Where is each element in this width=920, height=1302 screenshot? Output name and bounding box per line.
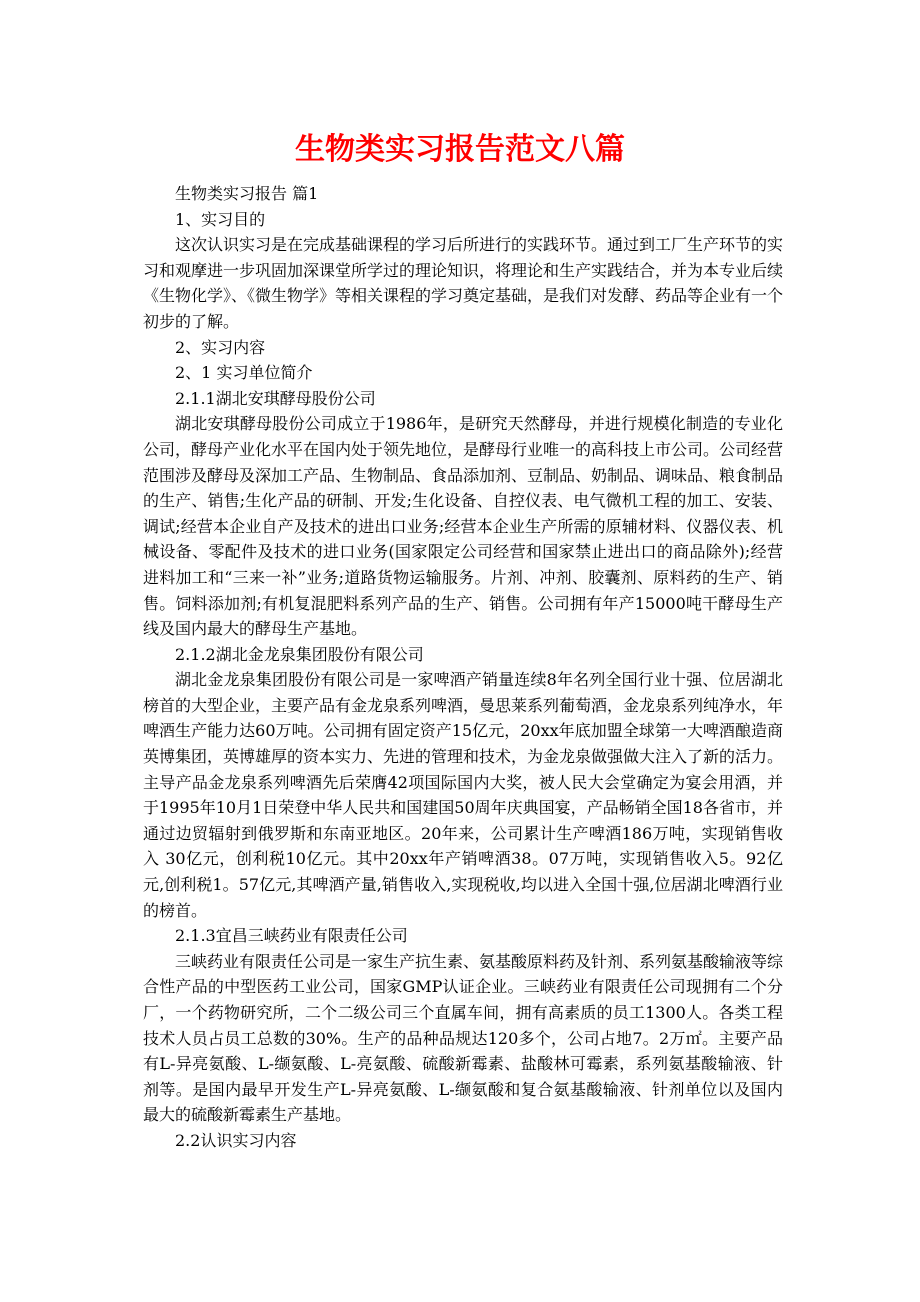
section-heading-content: 2、实习内容 bbox=[175, 337, 266, 357]
section-heading-purpose: 1、实习目的 bbox=[175, 209, 266, 229]
section-heading-angel-yeast: 2.1.1湖北安琪酵母股份公司 bbox=[175, 388, 376, 408]
paragraph-angel-yeast: 湖北安琪酵母股份公司成立于1986年，是研究天然酵母，并进行规模化制造的专业化公司，酵母产业化水平在国内处于领先地位，是酵母行业唯一的高科技上市公司。公司经营范围涉及酵母及深加工产品、生物制品、食品添加剂、豆制品、奶制品、调味品、粮食制品的生产、销售;生化产品的研制、开发;生化设备、自控仪表、电气微机工程的加工、安装、调试;经营本企业自产及技术的进出口业务;经营本企业生产所需的原辅材料、仪器仪表、机械设备、零配件及技术的进口业务(国家限定公司经营和国家禁止进出口的商品除外);经营进料加工和“三来一补”业务;道路货物运输服务。片剂、冲剂、胶囊剂、原料药的生产、销售。饲料添加剂;有机复混肥料系列产品的生产、销售。公司拥有年产15000吨干酵母生产线及国内最大的酵母生产基地。 bbox=[143, 414, 784, 639]
document-title: 生物类实习报告范文八篇 bbox=[295, 132, 625, 167]
section-heading-internship-content: 2.2认识实习内容 bbox=[175, 1130, 297, 1150]
paragraph-purpose: 这次认识实习是在完成基础课程的学习后所进行的实践环节。通过到工厂生产环节的实习和观摩进一步巩固加深课堂所学过的理论知识，将理论和生产实践结合，并为本专业后续《生物化学》、《微生物学》等相关课程的学习奠定基础，是我们对发酵、药品等企业有一个初步的了解。 bbox=[143, 235, 784, 331]
section-heading-units: 2、1 实习单位简介 bbox=[175, 363, 313, 383]
section-heading-report-1: 生物类实习报告 篇1 bbox=[175, 184, 319, 203]
section-heading-jinlongquan: 2.1.2湖北金龙泉集团股份有限公司 bbox=[175, 644, 424, 664]
section-heading-sanxia-pharma: 2.1.3宜昌三峡药业有限责任公司 bbox=[175, 926, 408, 946]
document-body bbox=[143, 181, 783, 1154]
paragraph-jinlongquan: 湖北金龙泉集团股份有限公司是一家啤酒产销量连续8年名列全国行业十强、位居湖北榜首的大型企业，主要产品有金龙泉系列啤酒，曼思莱系列葡萄酒，金龙泉系列纯净水，年啤酒生产能力达60万吨。公司拥有固定资产15亿元，20xx年底加盟全球第一大啤酒酿造商英博集团，英博雄厚的资本实力、先进的管理和技术，为金龙泉做强做大注入了新的活力。主导产品金龙泉系列啤酒先后荣膺42项国际国内大奖，被人民大会堂确定为宴会用酒，并于1995年10月1日荣登中华人民共和国建国50周年庆典国宴，产品畅销全国18各省市，并通过边贸辐射到俄罗斯和东南亚地区。20年来，公司累计生产啤酒186万吨，实现销售收入 30亿元，创利税10亿元。其中20xx年产销啤酒38。07万吨，实现销售收入5。92亿元,创利税1。57亿元,其啤酒产量,销售收入,实现税收,均以进入全国十强,位居湖北啤酒行业的榜首。 bbox=[143, 670, 784, 920]
paragraph-sanxia-pharma: 三峡药业有限责任公司是一家生产抗生素、氨基酸原料药及针剂、系列氨基酸输液等综合性产品的中型医药工业公司，国家GMP认证企业。三峡药业有限责任公司现拥有二个分厂，一个药物研究所，二个二级公司三个直属车间，拥有高素质的员工1300人。各类工程技术人员占员工总数的30%。生产的品种品规达120多个，公司占地7。2万㎡。主要产品有L-异亮氨酸、L-缬氨酸、L-亮氨酸、硫酸新霉素、盐酸林可霉素，系列氨基酸输液、针剂等。是国内最早开发生产L-异亮氨酸、L-缬氨酸和复合氨基酸输液、针剂单位以及国内最大的硫酸新霉素生产基地。 bbox=[143, 951, 784, 1125]
